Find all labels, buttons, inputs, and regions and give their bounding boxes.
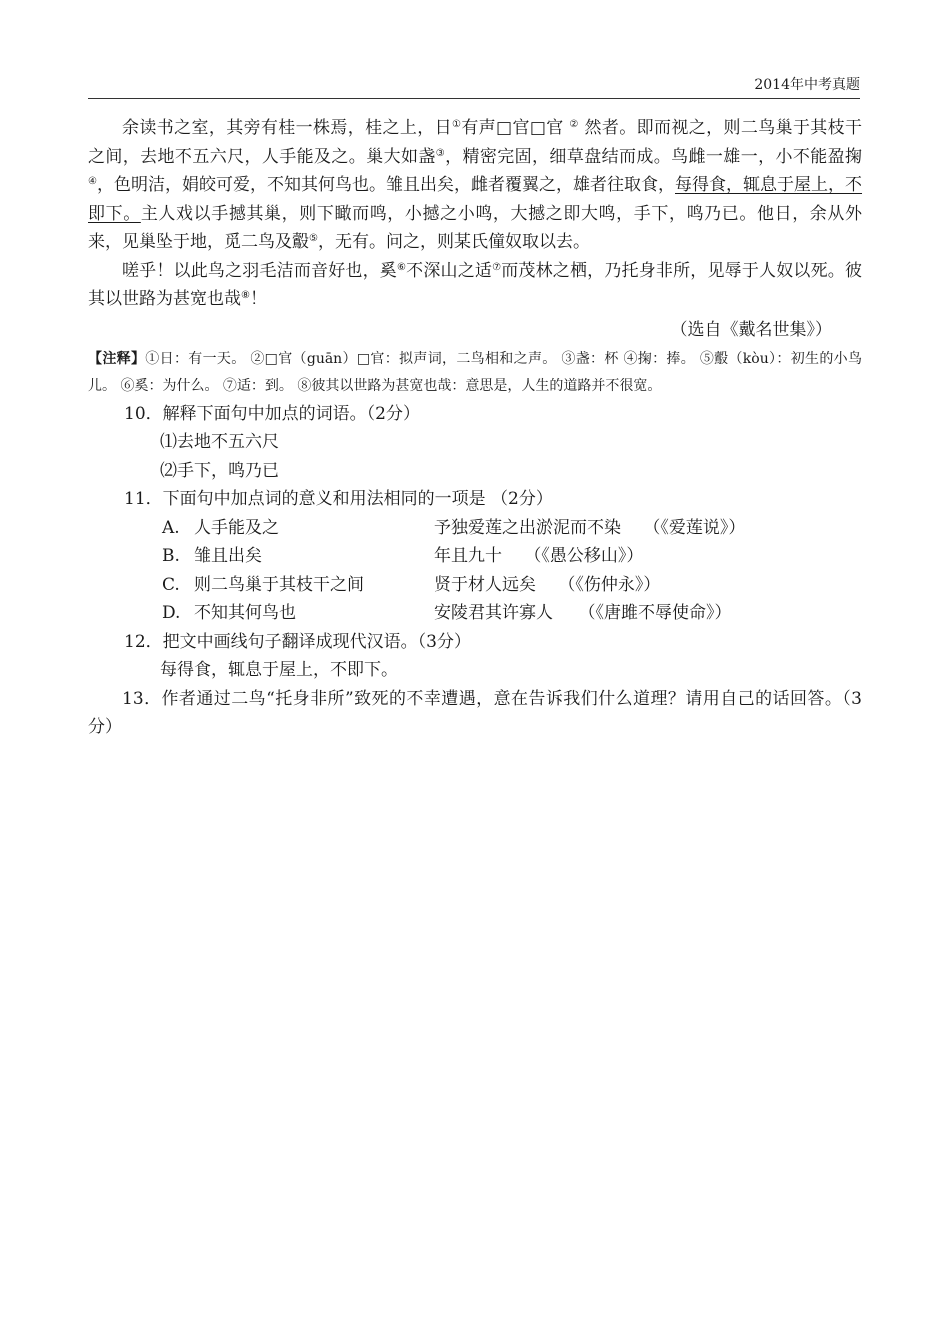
option-comparison: 贤于材人远矣 （《伤仲永》） [434, 574, 661, 595]
footnote-marker: ② [569, 119, 579, 130]
footnote-marker: ⑤ [309, 233, 318, 244]
text-run: 嗟乎！以此鸟之羽毛洁而音好也，奚 [122, 260, 397, 281]
header-title: 2014年中考真题 [754, 77, 860, 93]
option-label: B. [162, 546, 180, 566]
footnote-marker: ⑥ [397, 261, 407, 273]
annotations [88, 346, 862, 400]
passage-paragraph-1 [88, 114, 862, 257]
text-run: 主人戏以手撼其巢，则下瞰而鸣，小撼之小鸣，大撼之即大鸣，手下，鸣乃已。他日，余从外来，见巢坠于地，觅二鸟及鷇 [88, 203, 863, 252]
option-comparison: 年且九十 （《愚公移山》） [434, 546, 644, 566]
footnote-marker: ④ [88, 176, 97, 187]
question-13-stem: 13．作者通过二鸟“托身非所”致死的不幸遭遇，意在告诉我们什么道理？请用自己的话回答。（3分） [88, 688, 862, 737]
passage-paragraph-2 [88, 257, 862, 314]
underlined-sentence: 每得食，辄息于屋上，不即下。 [88, 175, 863, 224]
question-12-sentence: 每得食，辄息于屋上，不即下。 [160, 660, 398, 680]
question-11-option-d [88, 599, 862, 628]
passage-source: （选自《戴名世集》） [670, 319, 832, 340]
question-11-option-b [88, 542, 862, 571]
footnote-marker: ⑧ [241, 290, 250, 301]
question-11-option-a [88, 514, 862, 543]
text-run: ，精密完固，细草盘结而成。鸟雌一雄一，小不能盈掬 [445, 146, 863, 167]
footnote-marker: ① [451, 119, 462, 130]
footnote-marker: ③ [435, 147, 446, 159]
question-10-item-2: ⑵手下，鸣乃已 [160, 460, 279, 481]
page-header [88, 76, 860, 99]
option-label: C. [162, 574, 180, 595]
annotations-text: ①日：有一天。 ②□官（guān）□官：拟声词，二鸟相和之声。 ③盏：杯 ④掬：捧。 ⑤鷇（kòu）：初生的小鸟儿。 ⑥奚：为什么。 ⑦适：到。 ⑧彼其以世路为甚宽也哉：意思是，人生的道路并不很宽。 [88, 350, 862, 394]
option-comparison: 予独爱莲之出淤泥而不染 （《爱莲说》） [434, 517, 746, 538]
text-run: 余读书之室，其旁有桂一株焉，桂之上，日 [122, 118, 452, 138]
document-body [88, 114, 862, 742]
question-11-option-c [88, 571, 862, 600]
text-run: ，无有。问之，则某氏僮奴取以去。 [317, 232, 590, 252]
question-12-stem: 12．把文中画线句子翻译成现代汉语。（3分） [124, 631, 471, 652]
option-sentence: 人手能及之 [194, 517, 279, 538]
text-run: 不深山之适 [406, 260, 493, 281]
annotations-label: 【注释】 [88, 350, 146, 367]
option-label: D. [162, 603, 181, 623]
text-run: 而茂林之栖，乃托身非所，见辱于人奴以死。彼其以世路为甚宽也哉 [88, 260, 862, 309]
question-11-stem: 11．下面句中加点词的意义和用法相同的一项是 （2分） [124, 489, 553, 509]
option-comparison: 安陵君其许寡人 （《唐雎不辱使命》） [434, 603, 732, 623]
option-sentence: 不知其何鸟也 [194, 603, 296, 623]
option-sentence: 则二鸟巢于其枝干之间 [194, 574, 364, 595]
text-run: 有声□官□官 [461, 118, 564, 138]
question-10-item-1: ⑴去地不五六尺 [160, 432, 279, 452]
text-run: ！ [249, 289, 267, 309]
text-run: 然者。即而视之，则二鸟巢于其枝干之间，去地不五六尺，人手能及之。巢大如盏 [88, 118, 863, 167]
option-sentence: 雏且出矣 [194, 546, 262, 566]
footnote-marker: ⑦ [492, 261, 502, 273]
question-10-stem: 10．解释下面句中加点的词语。（2分） [124, 403, 420, 424]
text-run: ，色明洁，娟皎可爱，不知其何鸟也。雏且出矣，雌者覆翼之，雄者往取食， [96, 175, 675, 195]
option-label: A. [162, 517, 180, 538]
